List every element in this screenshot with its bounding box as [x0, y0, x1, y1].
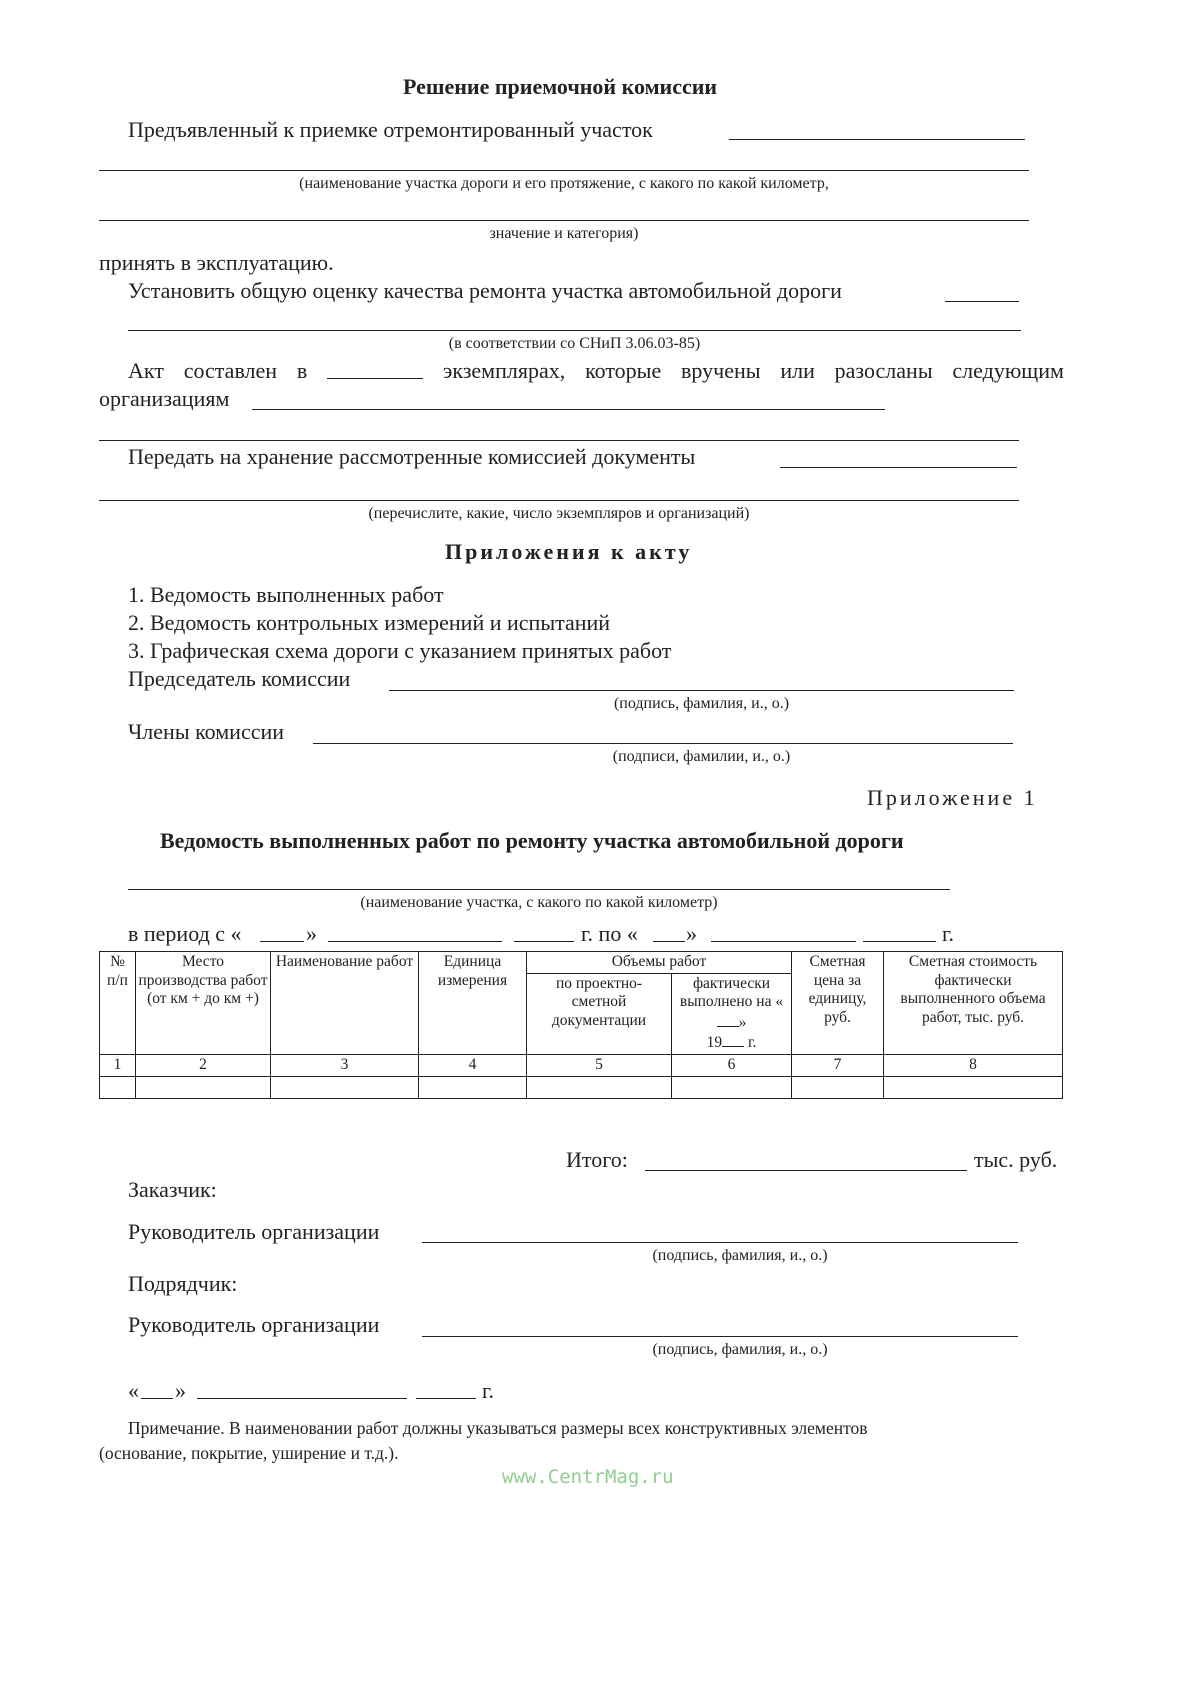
col-header-design-volume: по проектно-сметной документации	[527, 973, 672, 1054]
table-cell[interactable]	[136, 1076, 271, 1098]
col-number: 2	[136, 1054, 271, 1076]
period-to-label: г. по «	[581, 921, 638, 946]
note-line-2: (основание, покрытие, уширение и т.д.).	[99, 1443, 399, 1463]
period-to-day-field[interactable]	[653, 941, 685, 942]
appendix-item: 1. Ведомость выполненных работ	[128, 582, 444, 607]
section-hint: (наименование участка, с какого по какой километр)	[360, 894, 718, 911]
col-header-actual-volume	[672, 973, 792, 1054]
table-cell[interactable]	[884, 1076, 1063, 1098]
period-quote: »	[686, 921, 697, 946]
quality-field-line2[interactable]	[128, 330, 1021, 331]
copies-word: которые	[585, 358, 662, 383]
appendix1-title: Ведомость выполненных работ по ремонту участка автомобильной дороги	[160, 828, 904, 853]
storage-field[interactable]	[780, 467, 1017, 468]
chairman-label: Председатель комиссии	[128, 666, 351, 691]
col-number: 1	[100, 1054, 136, 1076]
period-from-month-field[interactable]	[328, 941, 502, 942]
total-field[interactable]	[645, 1170, 967, 1171]
actual-volume-label: фактически выполнено на «	[679, 974, 784, 1011]
col-header-unit: Единица измерения	[419, 952, 527, 1055]
col-header-volumes: Объемы работ	[527, 952, 792, 974]
contractor-head-label: Руководитель организации	[128, 1312, 380, 1337]
copies-word: следующим	[952, 358, 1064, 383]
date-open-quote: «	[128, 1378, 139, 1403]
chairman-signature-field[interactable]	[389, 690, 1014, 691]
site-name-field[interactable]	[729, 139, 1025, 140]
quality-field[interactable]	[945, 301, 1019, 302]
customer-hint: (подпись, фамилия, и., о.)	[652, 1247, 828, 1264]
col-header-work-name: Наименование работ	[271, 952, 419, 1055]
quality-hint: (в соответствии со СНиП 3.06.03-85)	[448, 335, 701, 352]
customer-head-label: Руководитель организации	[128, 1219, 380, 1244]
quality-label: Установить общую оценку качества ремонта участка автомобильной дороги	[128, 278, 842, 303]
table-cell[interactable]	[271, 1076, 419, 1098]
date-day-field[interactable]	[141, 1398, 173, 1399]
note-line-1	[128, 1418, 1064, 1439]
contractor-hint: (подпись, фамилия, и., о.)	[652, 1341, 828, 1358]
note-label: Примечание.	[128, 1418, 225, 1438]
copies-word: составлен	[183, 358, 278, 383]
copies-word: экземплярах,	[442, 358, 566, 383]
customer-signature-field[interactable]	[422, 1242, 1018, 1243]
col-number: 7	[792, 1054, 884, 1076]
period-from-year-field[interactable]	[514, 941, 574, 942]
site-hint-1: (наименование участка дороги и его протяжение, с какого по какой километр,	[299, 175, 829, 192]
table-row[interactable]	[100, 1076, 1063, 1098]
date-year-field[interactable]	[416, 1398, 476, 1399]
copies-word: в	[296, 358, 308, 383]
chairman-hint: (подпись, фамилия, и., о.)	[613, 695, 790, 712]
col-number: 6	[672, 1054, 792, 1076]
period-from-day-field[interactable]	[260, 941, 304, 942]
period-prefix: в период с «	[128, 921, 242, 946]
date-year-suffix: г.	[482, 1378, 495, 1403]
note-text: В наименовании работ должны указываться размеры всех конструктивных элементов	[228, 1418, 868, 1438]
col-header-location: Место производства работ (от км + до км +)	[136, 952, 271, 1055]
appendix1-label: Приложение 1	[867, 785, 1038, 810]
decision-title: Решение приемочной комиссии	[403, 74, 718, 99]
appendix-item: 3. Графическая схема дороги с указанием принятых работ	[128, 638, 672, 663]
actual-day-field[interactable]	[717, 1012, 739, 1027]
actual-year-field[interactable]	[722, 1032, 744, 1047]
col-header-total-cost: Сметная стоимость фактически выполненного объема работ, тыс. руб.	[884, 952, 1063, 1055]
contractor-label: Подрядчик:	[128, 1271, 238, 1296]
site-hint-2: значение и категория)	[489, 225, 639, 242]
storage-field-line2[interactable]	[99, 500, 1019, 501]
table-cell[interactable]	[100, 1076, 136, 1098]
storage-hint: (перечислите, какие, число экземпляров и организаций)	[368, 505, 750, 522]
col-header-number: № п/п	[100, 952, 136, 1055]
date-month-field[interactable]	[197, 1398, 407, 1399]
contractor-signature-field[interactable]	[422, 1336, 1018, 1337]
table-number-row	[100, 1054, 1063, 1076]
table-header-row	[100, 952, 1063, 974]
table-cell[interactable]	[672, 1076, 792, 1098]
period-to-month-field[interactable]	[711, 941, 856, 942]
copies-word: Акт	[128, 358, 164, 383]
copies-count-field[interactable]	[327, 358, 423, 379]
copies-word: или	[780, 358, 815, 383]
total-unit: тыс. руб.	[974, 1147, 1058, 1172]
storage-label: Передать на хранение рассмотренные комиссией документы	[128, 444, 696, 469]
watermark: www.CentrMag.ru	[502, 1466, 674, 1488]
organizations-field[interactable]	[252, 409, 885, 410]
col-number: 8	[884, 1054, 1063, 1076]
members-hint: (подписи, фамилии, и., о.)	[612, 748, 791, 765]
actual-volume-century: 19	[706, 1034, 723, 1052]
customer-label: Заказчик:	[128, 1177, 217, 1202]
date-close-quote: »	[175, 1378, 186, 1403]
col-number: 3	[271, 1054, 419, 1076]
col-number: 4	[419, 1054, 527, 1076]
copies-line	[128, 358, 1064, 384]
appendix-item: 2. Ведомость контрольных измерений и испытаний	[128, 610, 611, 635]
appendices-heading: Приложения к акту	[445, 539, 693, 564]
table-cell[interactable]	[792, 1076, 884, 1098]
table-cell[interactable]	[527, 1076, 672, 1098]
members-signature-field[interactable]	[313, 743, 1013, 744]
actual-volume-quote: »	[738, 1013, 747, 1031]
copies-word: разосланы	[834, 358, 933, 383]
col-number: 5	[527, 1054, 672, 1076]
accepted-text: принять в эксплуатацию.	[99, 250, 334, 275]
section-name-field[interactable]	[128, 889, 950, 890]
presented-label: Предъявленный к приемке отремонтированный участок	[128, 117, 653, 142]
organizations-field-line2[interactable]	[99, 440, 1019, 441]
total-label: Итого:	[566, 1147, 628, 1172]
col-header-unit-price: Сметная цена за единицу, руб.	[792, 952, 884, 1055]
table-cell[interactable]	[419, 1076, 527, 1098]
period-year-suffix: г.	[942, 921, 955, 946]
site-name-field-line2[interactable]	[99, 170, 1029, 171]
organizations-label: организациям	[99, 386, 230, 411]
period-to-year-field[interactable]	[863, 941, 936, 942]
actual-volume-year: г.	[747, 1034, 757, 1052]
members-label: Члены комиссии	[128, 719, 285, 744]
works-table	[99, 951, 1063, 1099]
period-quote: »	[306, 921, 317, 946]
copies-word: вручены	[681, 358, 761, 383]
site-category-field[interactable]	[99, 220, 1029, 221]
